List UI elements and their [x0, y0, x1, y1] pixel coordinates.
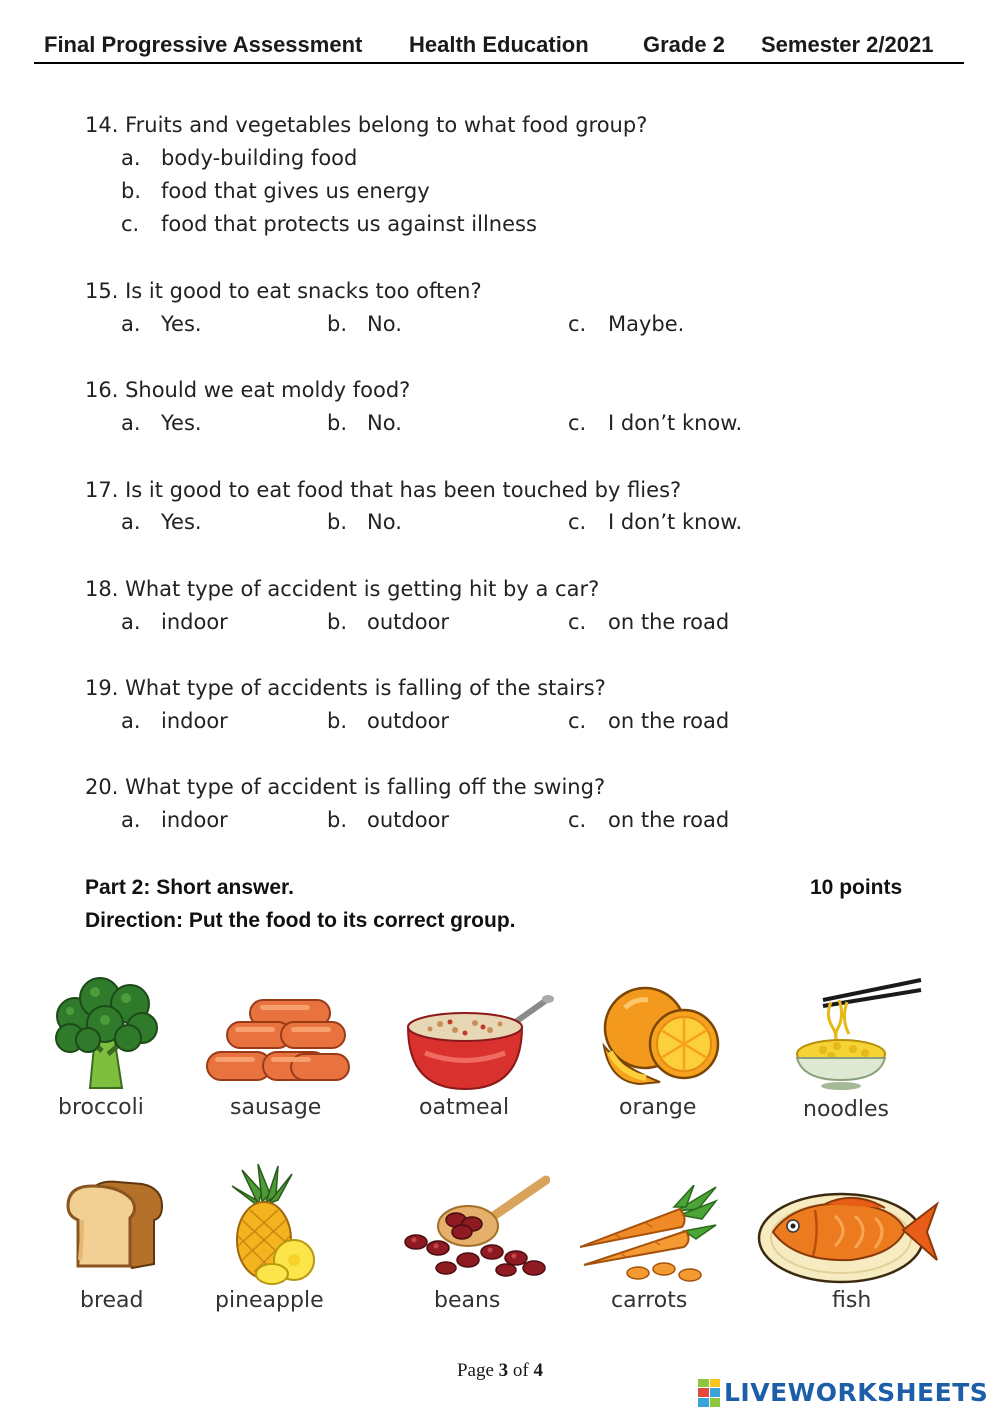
option-letter: a.: [121, 808, 141, 832]
noodles-icon[interactable]: [793, 976, 925, 1092]
page-total: 4: [533, 1360, 543, 1381]
grade-label: Grade 2: [643, 32, 725, 57]
carrots-icon[interactable]: [576, 1185, 718, 1283]
option-letter: c.: [568, 709, 587, 733]
option-16a[interactable]: [121, 411, 202, 435]
option-text: body-building food: [161, 146, 358, 170]
option-16c[interactable]: [568, 411, 742, 435]
option-text: No.: [367, 411, 402, 435]
oatmeal-icon[interactable]: [405, 993, 555, 1093]
option-letter: b.: [327, 610, 348, 634]
liveworksheets-brand[interactable]: [698, 1378, 988, 1407]
option-text: Yes.: [161, 510, 202, 534]
option-text: indoor: [161, 610, 228, 634]
food-label: orange: [619, 1095, 697, 1120]
option-letter: c.: [568, 808, 587, 832]
sausage-icon[interactable]: [205, 996, 351, 1088]
direction-label: Direction: [85, 909, 177, 932]
fish-icon[interactable]: [755, 1186, 939, 1286]
option-text: indoor: [161, 709, 228, 733]
option-letter: b.: [327, 808, 348, 832]
option-17c[interactable]: [568, 510, 742, 534]
option-text: No.: [367, 510, 402, 534]
option-text: Yes.: [161, 312, 202, 336]
page-current: 3: [498, 1360, 509, 1381]
option-letter: b.: [327, 411, 348, 435]
option-15a[interactable]: [121, 312, 202, 336]
option-14c[interactable]: [121, 212, 537, 236]
option-14a[interactable]: [121, 146, 357, 170]
option-14b[interactable]: [121, 179, 430, 203]
beans-icon[interactable]: [402, 1174, 550, 1278]
option-text: outdoor: [367, 709, 450, 733]
option-letter: b.: [327, 510, 348, 534]
broccoli-icon[interactable]: [50, 976, 160, 1092]
food-label: noodles: [803, 1097, 889, 1122]
option-text: food that protects us against illness: [161, 212, 537, 236]
option-15b[interactable]: [327, 312, 402, 336]
option-20c[interactable]: [568, 808, 729, 832]
assessment-title: Final Progressive Assessment: [44, 32, 363, 57]
food-label: fish: [832, 1288, 872, 1313]
option-text: Yes.: [161, 411, 202, 435]
option-letter: b.: [327, 312, 348, 336]
option-text: food that gives us energy: [161, 179, 430, 203]
option-text: outdoor: [367, 610, 450, 634]
option-text: on the road: [608, 610, 730, 634]
option-letter: b.: [327, 709, 348, 733]
option-20b[interactable]: [327, 808, 449, 832]
food-label: broccoli: [58, 1095, 144, 1120]
option-letter: c.: [568, 411, 587, 435]
semester-label: Semester 2/2021: [761, 32, 934, 57]
option-text: No.: [367, 312, 402, 336]
option-18a[interactable]: [121, 610, 228, 634]
question-15: 15. Is it good to eat snacks too often?: [85, 279, 482, 303]
question-16: 16. Should we eat moldy food?: [85, 378, 411, 402]
option-letter: c.: [121, 212, 140, 236]
subject-title: Health Education: [409, 32, 589, 57]
option-letter: c.: [568, 610, 587, 634]
option-letter: a.: [121, 610, 141, 634]
option-19a[interactable]: [121, 709, 228, 733]
orange-icon[interactable]: [600, 986, 722, 1088]
option-letter: a.: [121, 146, 141, 170]
part2-direction: [85, 909, 516, 933]
option-text: Maybe.: [608, 312, 685, 336]
option-text: on the road: [608, 808, 730, 832]
option-18c[interactable]: [568, 610, 729, 634]
option-text: outdoor: [367, 808, 450, 832]
question-14: 14. Fruits and vegetables belong to what food group?: [85, 113, 648, 137]
option-17a[interactable]: [121, 510, 202, 534]
food-label: pineapple: [215, 1288, 324, 1313]
part2-title: Part 2: Short answer.: [85, 876, 294, 899]
option-text: on the road: [608, 709, 730, 733]
page-of: of: [508, 1360, 534, 1381]
option-16b[interactable]: [327, 411, 402, 435]
option-19b[interactable]: [327, 709, 449, 733]
option-15c[interactable]: [568, 312, 684, 336]
option-text: I don’t know.: [608, 411, 743, 435]
option-20a[interactable]: [121, 808, 228, 832]
option-text: indoor: [161, 808, 228, 832]
question-19: 19. What type of accidents is falling of the stairs?: [85, 676, 606, 700]
option-18b[interactable]: [327, 610, 449, 634]
direction-text: : Put the food to its correct group.: [176, 909, 516, 932]
food-label: oatmeal: [419, 1095, 510, 1120]
option-17b[interactable]: [327, 510, 402, 534]
option-letter: a.: [121, 411, 141, 435]
page-header: [34, 30, 964, 64]
part2-points: 10 points: [810, 876, 903, 899]
page-prefix: Page: [456, 1360, 499, 1381]
food-label: beans: [434, 1288, 501, 1313]
option-letter: a.: [121, 709, 141, 733]
option-letter: c.: [568, 312, 587, 336]
pineapple-icon[interactable]: [228, 1164, 318, 1286]
question-20: 20. What type of accident is falling off the swing?: [85, 775, 606, 799]
option-19c[interactable]: [568, 709, 729, 733]
food-label: sausage: [230, 1095, 322, 1120]
option-letter: c.: [568, 510, 587, 534]
food-label: carrots: [611, 1288, 688, 1313]
brand-wordmark: LIVEWORKSHEETS: [724, 1378, 989, 1407]
liveworksheets-logo-icon: [698, 1379, 720, 1407]
option-text: I don’t know.: [608, 510, 743, 534]
question-18: 18. What type of accident is getting hit by a car?: [85, 577, 600, 601]
option-letter: a.: [121, 312, 141, 336]
bread-icon[interactable]: [62, 1180, 166, 1270]
option-letter: a.: [121, 510, 141, 534]
food-label: bread: [80, 1288, 144, 1313]
option-letter: b.: [121, 179, 142, 203]
question-17: 17. Is it good to eat food that has been touched by flies?: [85, 478, 682, 502]
